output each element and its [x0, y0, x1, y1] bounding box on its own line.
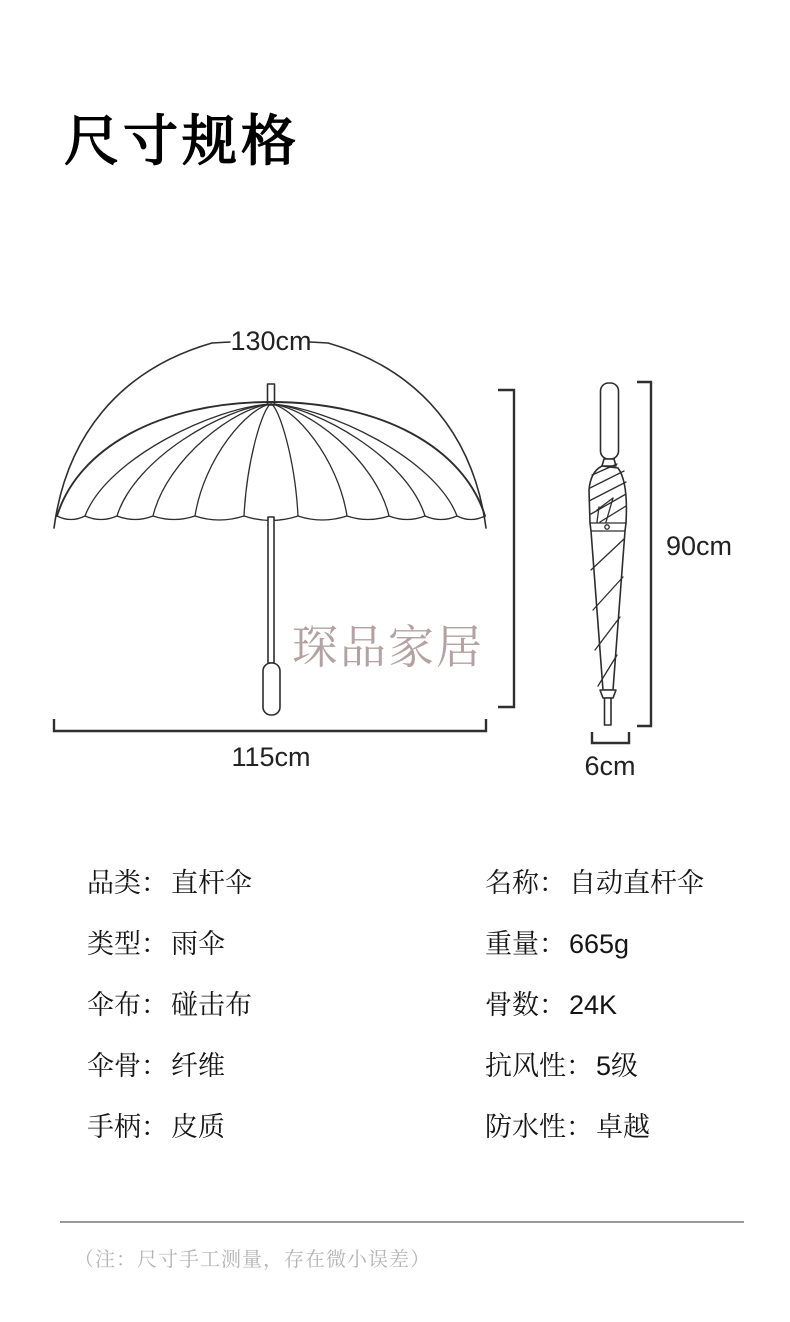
brand-watermark: 琛品家居 — [292, 620, 484, 674]
spec-value: 碰击布 — [171, 990, 252, 1020]
arc-130cm-right — [310, 342, 486, 528]
open-height-bracket — [498, 390, 514, 707]
rib — [271, 404, 389, 516]
spec-row-category — [87, 869, 252, 897]
spec-value: 纤维 — [171, 1051, 225, 1081]
closed-handle — [601, 383, 619, 459]
closed-umbrella-drawing — [589, 382, 651, 743]
dim-label-spread-width: 115cm — [231, 742, 311, 772]
spec-value: 24K — [569, 990, 618, 1020]
spec-label: 重量： — [485, 929, 566, 959]
tip-rod — [605, 698, 612, 725]
tip-collar — [600, 690, 616, 698]
dim-label-canopy-diameter: 130cm — [230, 326, 312, 356]
spec-label: 手柄： — [87, 1112, 168, 1142]
spec-row-fabric — [87, 991, 252, 1019]
spec-column-right — [485, 869, 704, 1141]
umbrella-shaft — [268, 517, 274, 663]
rib — [195, 404, 271, 516]
spec-value: 直杆伞 — [171, 868, 252, 898]
rib — [271, 404, 347, 516]
dim-label-length: 90cm — [666, 531, 733, 561]
canopy-dome — [57, 402, 485, 516]
arc-130cm-left — [54, 342, 230, 528]
dim-label-folded-width: 6cm — [584, 751, 636, 781]
spec-row-name — [485, 869, 704, 897]
page-title: 尺寸规格 — [64, 110, 301, 172]
rib — [117, 404, 271, 516]
spec-value: 5级 — [596, 1051, 639, 1081]
divider-line — [60, 1221, 744, 1223]
measurement-footnote: （注：尺寸手工测量，存在微小误差） — [74, 1249, 431, 1271]
spec-label: 品类： — [87, 868, 168, 898]
spec-value: 皮质 — [171, 1112, 225, 1142]
spec-row-waterproof — [485, 1113, 704, 1141]
spec-value: 自动直杆伞 — [569, 868, 704, 898]
width-115cm-bracket — [54, 719, 486, 731]
rib — [153, 404, 271, 516]
rib — [271, 404, 298, 516]
spec-row-wind-resistance — [485, 1052, 704, 1080]
spec-value: 雨伞 — [171, 929, 225, 959]
spec-label: 伞布： — [87, 990, 168, 1020]
spec-column-left — [87, 869, 252, 1141]
closed-canopy-body — [589, 466, 626, 690]
spec-value: 665g — [569, 929, 630, 959]
spec-row-handle — [87, 1113, 252, 1141]
spec-label: 抗风性： — [485, 1051, 593, 1081]
spec-label: 伞骨： — [87, 1051, 168, 1081]
spec-label: 类型： — [87, 929, 168, 959]
width-6cm-bracket — [592, 732, 629, 743]
spec-value: 卓越 — [596, 1112, 650, 1142]
rib — [244, 404, 271, 516]
umbrella-handle — [263, 663, 280, 715]
spec-row-weight — [485, 930, 704, 958]
spec-label: 防水性： — [485, 1112, 593, 1142]
spec-row-type — [87, 930, 252, 958]
rib — [271, 404, 425, 516]
spec-label: 名称： — [485, 868, 566, 898]
spec-label: 骨数： — [485, 990, 566, 1020]
spec-row-ribs-material — [87, 1052, 252, 1080]
spec-row-rib-count — [485, 991, 704, 1019]
length-90cm-bracket — [637, 382, 651, 726]
